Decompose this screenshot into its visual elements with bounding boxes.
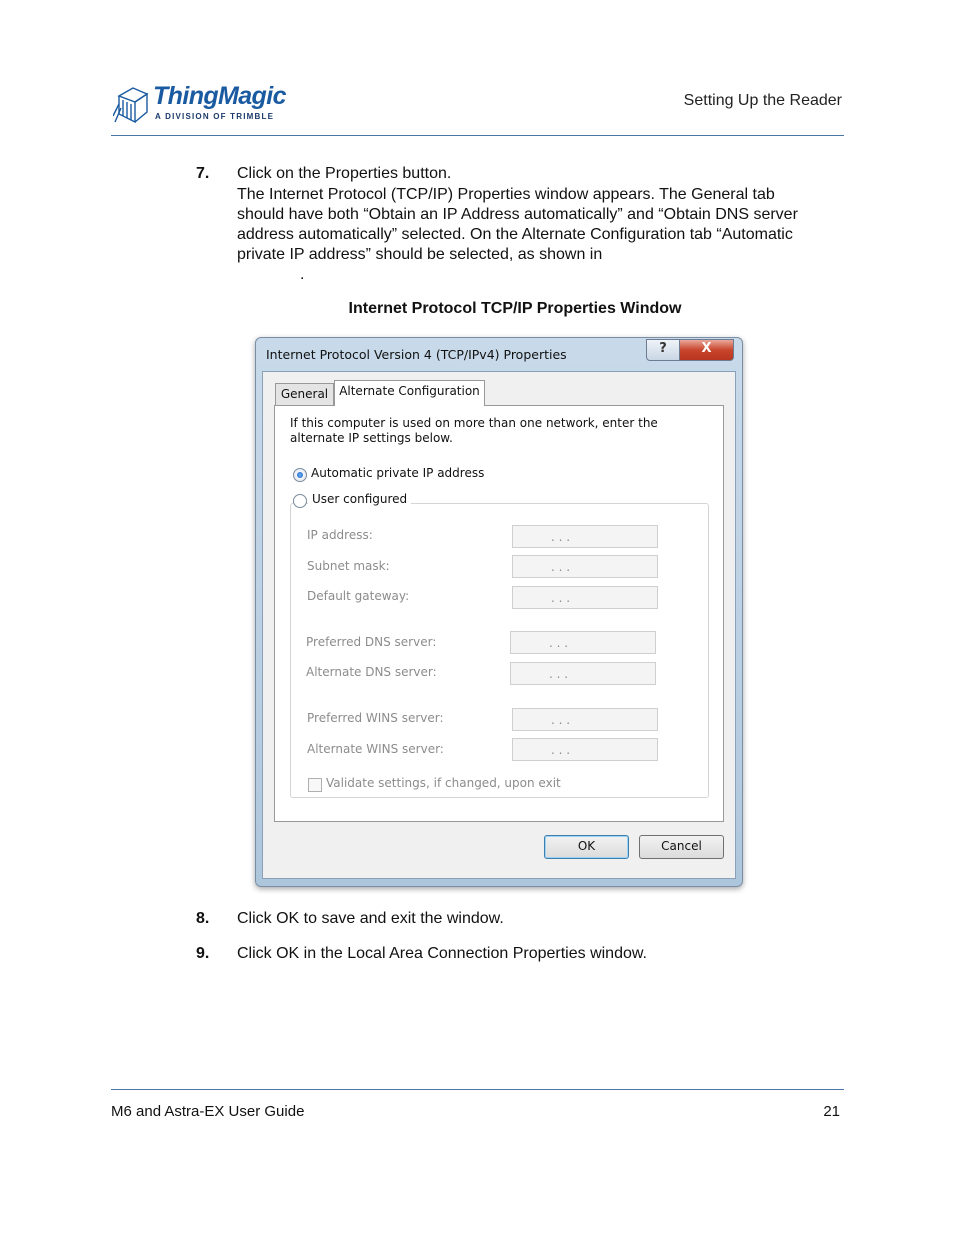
default-gateway-input[interactable] <box>512 586 658 609</box>
ip-octet-separators: . . . <box>551 530 571 544</box>
brand-subtitle: A DIVISION OF TRIMBLE <box>155 112 275 121</box>
preferred-dns-input[interactable] <box>510 631 656 654</box>
ok-button[interactable]: OK <box>544 835 629 859</box>
field-label: Subnet mask: <box>307 559 390 573</box>
ip-octet-separators: . . . <box>551 713 571 727</box>
step-text: Click on the Properties button. <box>237 165 452 182</box>
validate-label: Validate settings, if changed, upon exit <box>326 776 561 790</box>
figure-caption: Internet Protocol TCP/IP Properties Window <box>348 300 682 317</box>
step-text: should have both “Obtain an IP Address automatically” and “Obtain DNS server <box>237 206 798 223</box>
close-icon: X <box>701 341 712 356</box>
step-text: The Internet Protocol (TCP/IP) Properties window appears. The General tab <box>237 186 775 203</box>
brand-name: ThingMagic <box>153 82 286 110</box>
help-button[interactable] <box>646 339 680 361</box>
step-text: Click OK in the Local Area Connection Properties window. <box>237 945 647 962</box>
close-button[interactable] <box>679 339 734 361</box>
field-label: Alternate WINS server: <box>307 742 444 756</box>
thingmagic-logo <box>113 78 286 130</box>
dialog-client-area <box>262 371 736 879</box>
ip-octet-separators: . . . <box>549 636 569 650</box>
subnet-mask-input[interactable] <box>512 555 658 578</box>
page-number: 21 <box>823 1103 840 1120</box>
step-number: 9. <box>196 945 210 962</box>
radio-user-label: User configured <box>308 492 411 506</box>
alternate-dns-input[interactable] <box>510 662 656 685</box>
intro-text: If this computer is used on more than one network, enter the alternate IP settings below. <box>290 416 658 445</box>
field-label: IP address: <box>307 528 373 542</box>
ip-octet-separators: . . . <box>551 591 571 605</box>
ip-octet-separators: . . . <box>551 560 571 574</box>
tab-general[interactable]: General <box>275 383 334 405</box>
cancel-button[interactable]: Cancel <box>639 835 724 859</box>
field-label: Default gateway: <box>307 589 410 603</box>
section-title: Setting Up the Reader <box>683 92 842 109</box>
validate-checkbox[interactable] <box>308 778 322 792</box>
alternate-configuration-panel <box>274 405 724 822</box>
step-number: 8. <box>196 910 210 927</box>
footer-rule <box>111 1089 844 1090</box>
radio-user-configured[interactable] <box>293 494 307 508</box>
field-label: Alternate DNS server: <box>306 665 437 679</box>
dialog-title: Internet Protocol Version 4 (TCP/IPv4) Properties <box>266 347 567 362</box>
radio-automatic-private-ip[interactable] <box>293 468 307 482</box>
preferred-wins-input[interactable] <box>512 708 658 731</box>
step-number: 7. <box>196 165 210 182</box>
ip-octet-separators: . . . <box>551 743 571 757</box>
alternate-wins-input[interactable] <box>512 738 658 761</box>
step-text: address automatically” selected. On the Alternate Configuration tab “Automatic <box>237 226 793 243</box>
help-icon: ? <box>659 341 667 356</box>
header-rule <box>111 135 844 136</box>
ip-address-input[interactable] <box>512 525 658 548</box>
tab-alternate-configuration[interactable]: Alternate Configuration <box>334 380 485 406</box>
ip-octet-separators: . . . <box>549 667 569 681</box>
footer-guide-title: M6 and Astra-EX User Guide <box>111 1103 305 1120</box>
field-label: Preferred DNS server: <box>306 635 437 649</box>
tcpip-properties-dialog <box>255 337 743 887</box>
radio-automatic-label: Automatic private IP address <box>311 466 485 480</box>
stray-dot: . <box>300 266 305 283</box>
logo-mark-icon <box>113 78 153 128</box>
field-label: Preferred WINS server: <box>307 711 444 725</box>
step-text: Click OK to save and exit the window. <box>237 910 504 927</box>
user-configured-group <box>290 503 709 798</box>
step-text: private IP address” should be selected, as shown in <box>237 246 603 263</box>
